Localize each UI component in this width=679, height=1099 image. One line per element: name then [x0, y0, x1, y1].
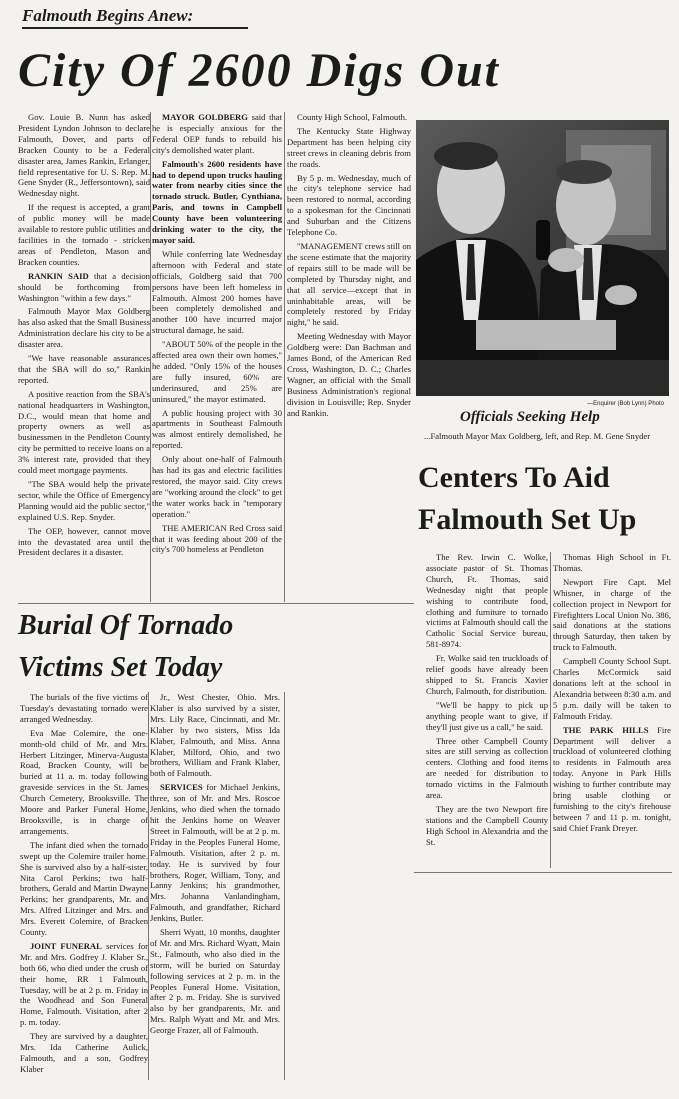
article-paragraph: The Rev. Irwin C. Wolke, associate pastor of St. Thomas Church, Ft. Thomas, said Wednesday night that people wishing to contribute food, clothing and furniture to tornado victims at Falmouth should call the Catholic Social Service bureau, 581-8974. — [426, 552, 548, 650]
article-paragraph: Sherri Wyatt, 10 months, daughter of Mr. and Mrs. Richard Wyatt, Main St., Falmouth, who also died in the storm, will be buried on Saturday following services at 2 p. m. in the Peoples Funeral Home. Visitation, after 2 p. m. Friday. She is survived also by her grandparents, Mr. and Mrs. Ralph Wyatt and Mr. and Mrs. George Frazer, all of Falmouth. — [150, 927, 280, 1036]
article-paragraph: Falmouth Mayor Max Goldberg has also asked that the Small Business Administration declare his city to be a disaster area. — [18, 306, 150, 350]
main-story-column-2 — [152, 112, 282, 604]
article-paragraph: Thomas High School in Ft. Thomas. — [553, 552, 671, 573]
column-rule — [150, 112, 151, 602]
article-paragraph: SERVICES for Michael Jenkins, three, son of Mr. and Mrs. Roscoe Jenkins, who died when the tornado hit the Jenkins home on Weaver Street in Falmouth, will be at 2 p. m. Friday in the Peoples Funeral Home, Falmouth. Visitation, after 2 p. m. today. He is survived by four brothers, Roger, William, Tony, and Lanny Jenkins; his grandmother, Mrs. Johanna Vanlandingham, Falmouth, and grandfather, Richard Jenkins, Butler. — [150, 782, 280, 924]
main-story-column-3 — [287, 112, 411, 442]
centers-column-2 — [553, 552, 671, 870]
article-paragraph: Newport Fire Capt. Mel Whisner, in charge of the collection project in Newport for Firefighters Local Union No. 386, said donations at the stations through Saturday, then taken by truck to Falmouth. — [553, 576, 671, 653]
article-paragraph: Fr. Wolke said ten truckloads of relief goods have already been shipped to St. Francis Xavier Church, Falmouth, for distribution. — [426, 653, 548, 696]
article-paragraph: "We'll be happy to pick up anything people want to give, if they'll just give us a call," he said. — [426, 699, 548, 732]
story-rule — [18, 603, 414, 604]
article-paragraph: Three other Campbell County sites are still serving as collection centers. Clothing and food items are needed for distribution to tornado victims in the Falmouth area. — [426, 735, 548, 801]
photo-credit: —Enquirer (Bob Lynn) Photo — [587, 401, 664, 407]
article-paragraph: They are the two Newport fire stations and the Campbell County High School in Alexandria and the St. — [426, 803, 548, 847]
article-paragraph: They are survived by a daughter, Mrs. Ida Catherine Aulick, Falmouth, and a son, Godfrey Klaber — [20, 1031, 148, 1074]
article-paragraph: "We have reasonable assurances that the SBA will do so," Rankin reported. — [18, 353, 150, 385]
centers-headline: Centers To Aid Falmouth Set Up — [418, 461, 637, 536]
column-rule — [284, 692, 285, 1080]
main-headline: City Of 2600 Digs Out — [18, 44, 501, 97]
article-paragraph: Meeting Wednesday with Mayor Goldberg were: Dan Bachman and James Bond, of the American Red Cross, Washington, D. C.; Charles Wagner, an official with the Small Business Administration's regional division in Louisville; Rep. Snyder and Rankin. — [287, 331, 411, 418]
article-paragraph: A public housing project with 30 apartments in Southeast Falmouth was almost entirely demolished, he reported. — [152, 407, 282, 451]
article-paragraph: MAYOR GOLDBERG said that he is especially anxious for the Federal OEP funds to rebuild his city's demolished water plant. — [152, 112, 282, 155]
article-paragraph: Campbell County School Supt. Charles McCormick said donations left at the school in Alexandria between 8:30 a.m. and 5 p.m. daily will be taken to Falmouth Friday. — [553, 656, 671, 721]
burial-column-2 — [150, 692, 280, 1082]
photo-heading: Officials Seeking Help — [460, 409, 600, 425]
kicker-headline: Falmouth Begins Anew: — [22, 6, 248, 29]
column-rule — [550, 552, 551, 868]
article-paragraph: The burials of the five victims of Tuesday's devastating tornado were arranged Wednesday. — [20, 692, 148, 724]
article-paragraph: By 5 p. m. Wednesday, much of the city's telephone service had been restored to normal, according to a spokesman for the Cincinnati and Suburban and the Citizens Telephone Co. — [287, 172, 411, 238]
article-paragraph: "The SBA would help the private sector, while the Office of Emergency Planning would aid the public sector," explained U.S. Rep. Snyder. — [18, 479, 150, 522]
article-paragraph: "MANAGEMENT crews still on the scene estimate that the majority of repairs still to be made will be completed by Thursday night, and that all service—except that in uninhabitable areas, will be completely restored by Friday night," he said. — [287, 240, 411, 328]
article-paragraph: JOINT FUNERAL services for Mr. and Mrs. Godfrey J. Klaber Sr., both 66, who died under the crush of their home, RR 1 Falmouth, Tuesday, will be at 2 p. m. Friday in the Woodhead and Son Funeral Home, Falmouth. Visitation, after 2 p. m. today. — [20, 940, 148, 1028]
burial-headline: Burial Of Tornado Victims Set Today — [18, 610, 234, 683]
article-paragraph: THE PARK HILLS Fire Department will deliver a truckload of volunteered clothing to residents in Falmouth area today. Anyone in Park Hills wishing to further contribute may bring usable clothing or furnishing to the city's firehouse between 7 and 11 p. m. tonight, said Chief Frank Dreyer. — [553, 724, 671, 833]
article-paragraph: Gov. Louie B. Nunn has asked President Lyndon Johnson to declare Falmouth, Dover, and parts of Bracken County to be a Federal disaster area, James Rankin, Erlanger, field representative for U. S. Rep. M. Gene Snyder (R., Jeffersontown), said Wednesday night. — [18, 112, 150, 199]
article-paragraph: The OEP, however, cannot move into the devastated area until the President declares it a disaster. — [18, 525, 150, 558]
article-paragraph: A positive reaction from the SBA's national headquarters in Washington, D.C., would mean that home and property owners as well as businessmen in the Pendleton County city be permitted to receive loans on a 3% interest rate, provided that they could meet mortgage payments. — [18, 388, 150, 476]
article-paragraph: THE AMERICAN Red Cross said that it was feeding about 200 of the city's 700 homeless at Pendleton — [152, 522, 282, 555]
centers-column-1 — [426, 552, 548, 870]
photo-caption: ...Falmouth Mayor Max Goldberg, left, and Rep. M. Gene Snyder — [424, 431, 651, 441]
officials-photo — [416, 120, 669, 396]
article-paragraph: "ABOUT 50% of the people in the affected area own their own homes," he added. "Only 15% of the houses are fully insured, 60% are underinsured, and 25% are uninsured," the mayor estimated. — [152, 339, 282, 404]
column-rule — [284, 112, 285, 602]
article-paragraph: The infant died when the tornado swept up the Colemire trailer home. She is survived also by a half-sister, Nita Carol Perkins; two half-brothers, Gerald and Martin Dwayne Perkins; her grandparents, Mr. and Mrs. Alfred Litzinger and Mrs. and Mrs. Everett Colemire, of Bracken County. — [20, 839, 148, 938]
article-paragraph: Jr., West Chester, Ohio. Mrs. Klaber is also survived by a sister, Mrs. Lily Race, Cincinnati, and Mr. Klaber by two sisters, Miss Ida Klaber, Falmouth, and Miss. Anna Klaber, Milford, Ohio, and two brothers, William and Frank Klaber, both of Falmouth. — [150, 692, 280, 779]
article-paragraph: Only about one-half of Falmouth has had its gas and electric facilities restored, the mayor said. City crews are "working around the clock" to get the water works back in "temporary operation." — [152, 454, 282, 519]
article-paragraph: The Kentucky State Highway Department has been helping city street crews in cleaning debris from the roads. — [287, 125, 411, 169]
main-story-column-1 — [18, 112, 150, 604]
article-paragraph: If the request is accepted, a grant of public money will be made available to restore public utilities and facilities in the tornado - stricken areas of Pendleton, Mason and Bracken counties. — [18, 202, 150, 267]
article-paragraph: Falmouth's 2600 residents have had to depend upon trucks hauling water from nearby cities since the tornado struck. Butler, Cynthiana, Paris, and towns in Campbell County have been volunteering drinking water to the city, the mayor said. — [152, 158, 282, 245]
column-rule — [148, 692, 149, 1080]
article-paragraph: While conferring late Wednesday afternoon with Federal and state officials, Goldberg said that 700 persons have been left homeless in Falmouth. Almost 200 homes have been completely demolished and another 100 have incurred major structural damage, he said. — [152, 248, 282, 336]
article-paragraph: RANKIN SAID that a decision should be forthcoming from Washington "within a few days." — [18, 270, 150, 303]
article-paragraph: County High School, Falmouth. — [297, 112, 408, 122]
burial-column-1 — [20, 692, 148, 1082]
story-rule — [414, 872, 672, 873]
officials-photo-image — [416, 120, 669, 396]
article-paragraph: Eva Mae Colemire, the one-month-old child of Mr. and Mrs. Herbert Litzinger, Minerva-Augusta Road, Bracken County, will be buried at 11 a. m. today following graveside services in the St. James Church Cemetery, Brooksville. The Moore and Parker Funeral Home, Brooksville, is in charge of arrangements. — [20, 727, 148, 836]
